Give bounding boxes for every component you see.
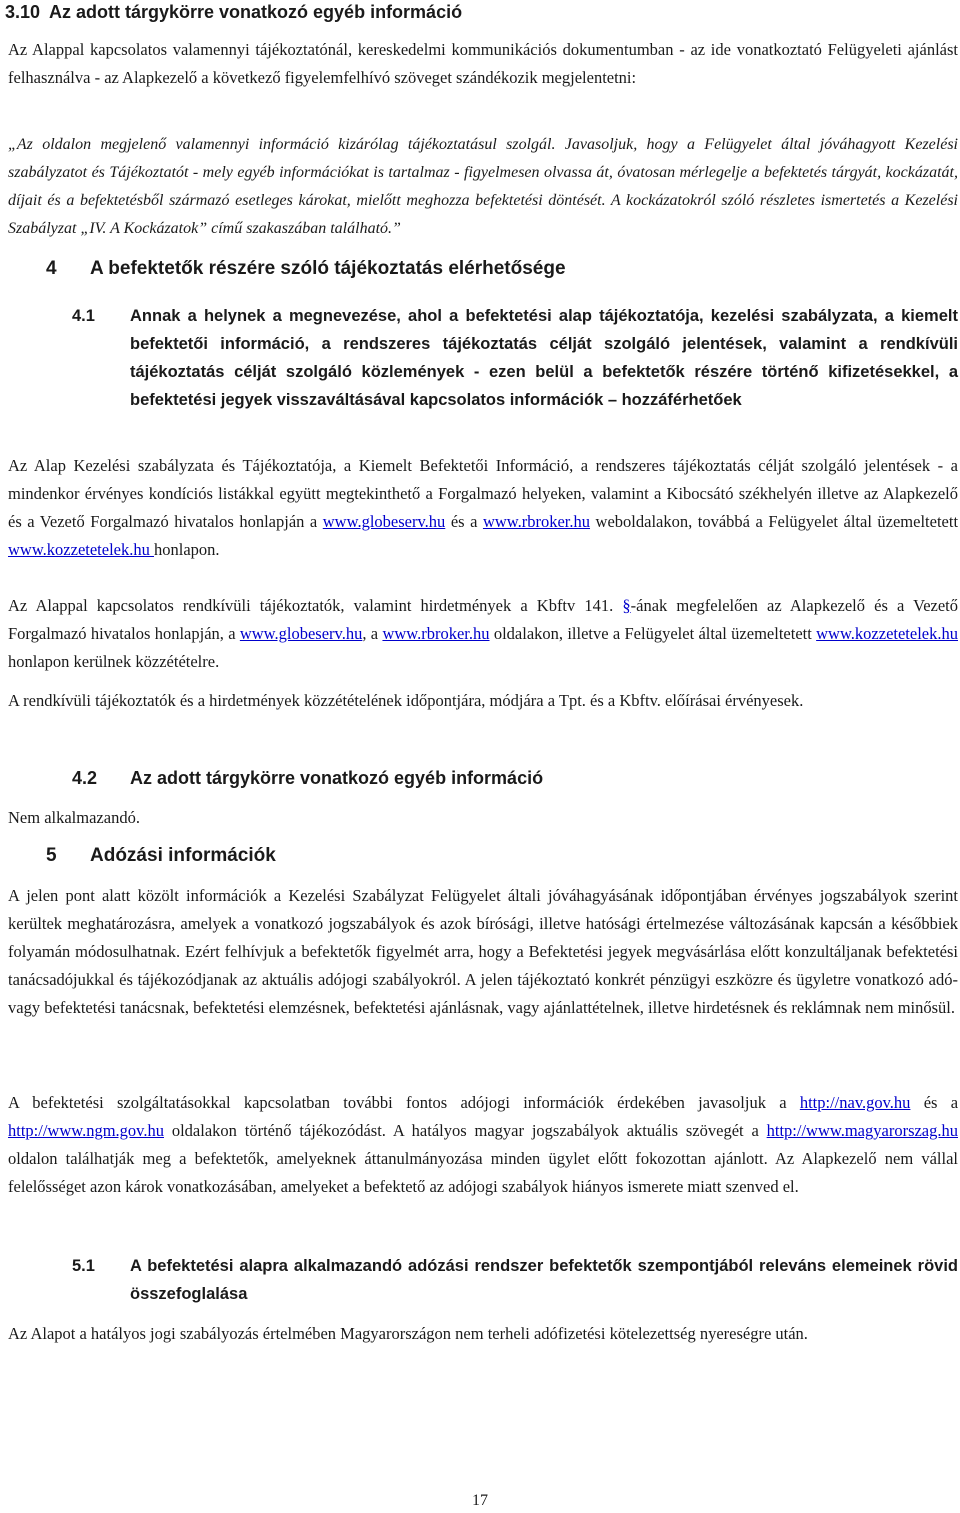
kozzetetelek-link[interactable]: www.kozzetetelek.hu xyxy=(8,540,154,559)
paragraph-text: és a xyxy=(450,512,478,531)
nav-link[interactable]: http://nav.gov.hu xyxy=(799,1093,911,1112)
paragraph-text: -ának megfelelően az Alapkezelő és a Vezető Forgalmazó hivatalos honlapján, a xyxy=(8,596,959,643)
section-heading-4 xyxy=(46,258,566,280)
paragraph-text: A befektetési szolgáltatásokkal kapcsolatban további fontos adójogi információk érdekében javasoljuk a xyxy=(8,1093,787,1112)
extraordinary-notices-paragraph xyxy=(8,592,958,676)
paragraph-text: honlapon kerülnek közzétételre. xyxy=(8,652,220,671)
paragraph-text: weboldalakon, továbbá a Felügyelet által üzemeltetett xyxy=(595,512,959,531)
paragraph-text: oldalakon, illetve a Felügyelet által üzemeltetett xyxy=(493,624,812,643)
paragraph-text: Az Alappal kapcsolatos rendkívüli tájékoztatók, valamint hirdetmények a Kbftv 141. xyxy=(8,596,614,615)
section-heading-4-1 xyxy=(72,302,958,414)
paragraph-text: oldalon találhatják meg a befektetők, amelyeknek áttanulmányozása minden ügylet előtt fokozottan ajánlott. Az Alapkezelő nem vállal felelősséget azon károk vonatkozásában, amelyeket a befektető az adójogi szabályok hiányos ismerete miatt szenved el. xyxy=(8,1149,958,1196)
legal-basis-paragraph: A rendkívüli tájékoztatók és a hirdetmények közzétételének időpontjára, módjára a Tpt. és a Kbftv. előírásai érvényesek. xyxy=(8,691,804,710)
section-heading-3-10 xyxy=(5,2,462,23)
paragraph-text: oldalakon történő tájékozódást. A hatályos magyar jogszabályok aktuális szövegét a xyxy=(171,1121,759,1140)
section-title: Az adott tárgykörre vonatkozó egyéb információ xyxy=(130,768,544,788)
page-number: 17 xyxy=(472,1492,488,1509)
rbroker-link[interactable]: www.rbroker.hu xyxy=(382,624,490,643)
not-applicable-text: Nem alkalmazandó. xyxy=(8,808,140,827)
disclaimer-quote: „Az oldalon megjelenő valamennyi információ kizárólag tájékoztatásul szolgál. Javasoljuk, hogy a Felügyelet által jóváhagyott Kezelési szabályzatot és Tájékoztatót - mely egyéb információkat is tartalmaz - figyelmesen olvassa át, óvatosan mérlegelje a befektetés tárgyát, kockázatát, díjait és a befektetésből származó esetleges károkat, mielőtt meghozza befektetési döntését. A kockázatokról szóló részletes ismertetés a Kezelési Szabályzat „IV. A Kockázatok” című szakaszában található.” xyxy=(8,136,958,237)
tax-info-paragraph: A jelen pont alatt közölt információk a Kezelési Szabályzat Felügyelet általi jóváhagyásának időpontjában érvényes jogszabályok szerint kerültek meghatározásra, amelyek a vonatkozó jogszabályok és azok bírósági, illetve hatósági értelmezése változásának kapcsán a későbbiek folyamán módosulhatnak. Ezért felhívjuk a befektetők figyelmét arra, hogy a Befektetési jegyek megvásárlása előtt konzultáljanak befektetési tanácsadójukkal és tájékozódjanak az aktuális adójogi szabályokról. A jelen tájékoztató konkrét pénzügyi eszközre és ügyletre vonatkozó adó- vagy befektetési tanácsnak, befektetési elemzésnek, befektetési ajánlásnak, vagy ajánlattételnek, illetve hirdetésnek és reklámnak nem minősül. xyxy=(8,886,958,1017)
section-sign-link[interactable]: § xyxy=(622,596,631,615)
paragraph-text: Az Alap Kezelési szabályzata és Tájékoztatója, a Kiemelt Befektetői Információ, a rendszeres tájékoztatás célját szolgáló jelentések - a mindenkor érvényes kondíciós listákkal együtt megtekinthető a Forgalmazó helyeken, valamint a Kibocsátó székhelyén illetve az Alapkezelő és a Vezető Forgalmazó hivatalos honlapján a xyxy=(8,456,958,531)
section-heading-4-2 xyxy=(72,768,543,789)
section-heading-5 xyxy=(46,845,276,867)
ngm-link[interactable]: http://www.ngm.gov.hu xyxy=(8,1121,164,1140)
paragraph-text: és a xyxy=(923,1093,959,1112)
intro-paragraph: Az Alappal kapcsolatos valamennyi tájékoztatónál, kereskedelmi kommunikációs dokumentumban - az ide vonatkoztató Felügyeleti ajánlást felhasználva - az Alapkezelő a következő figyelemfelhívó szöveget szándékozik megjelentetni: xyxy=(8,40,958,87)
section-heading-5-1 xyxy=(72,1252,958,1308)
section-title: Az adott tárgykörre vonatkozó egyéb információ xyxy=(49,2,463,22)
section-title: Annak a helynek a megnevezése, ahol a befektetési alap tájékoztatója, kezelési szabályzata, a kiemelt befektetői információ, a rendszeres tájékoztatás célját szolgáló jelentések, valamint a rendkívüli tájékoztatás célját szolgáló közlemények - ezen belül a befektetők részére történő kifizetésekkel, a befektetési jegyek visszaváltásával kapcsolatos információk – hozzáférhetőek xyxy=(130,307,958,409)
section-number: 4.2 xyxy=(72,768,98,788)
globeserv-link[interactable]: www.globeserv.hu xyxy=(239,624,363,643)
section-number: 4 xyxy=(46,258,57,279)
tax-links-paragraph xyxy=(8,1089,958,1201)
rbroker-link[interactable]: www.rbroker.hu xyxy=(482,512,591,531)
section-title: A befektetési alapra alkalmazandó adózási rendszer befektetők szempontjából releváns elemeinek rövid összefoglalása xyxy=(130,1257,958,1303)
availability-paragraph xyxy=(8,452,958,564)
section-number: 5.1 xyxy=(72,1257,95,1275)
globeserv-link[interactable]: www.globeserv.hu xyxy=(322,512,446,531)
section-title: Adózási információk xyxy=(90,845,276,866)
section-title: A befektetők részére szóló tájékoztatás elérhetősége xyxy=(90,258,566,279)
section-number: 3.10 xyxy=(5,2,41,22)
magyarorszag-link[interactable]: http://www.magyarorszag.hu xyxy=(766,1121,959,1140)
paragraph-text: , a xyxy=(362,624,379,643)
tax-regime-paragraph: Az Alapot a hatályos jogi szabályozás értelmében Magyarországon nem terheli adófizetési kötelezettség nyereségre után. xyxy=(8,1324,808,1343)
kozzetetelek-link[interactable]: www.kozzetetelek.hu xyxy=(816,624,958,643)
paragraph-text: honlapon. xyxy=(154,540,220,559)
section-number: 4.1 xyxy=(72,307,95,325)
section-number: 5 xyxy=(46,845,57,866)
